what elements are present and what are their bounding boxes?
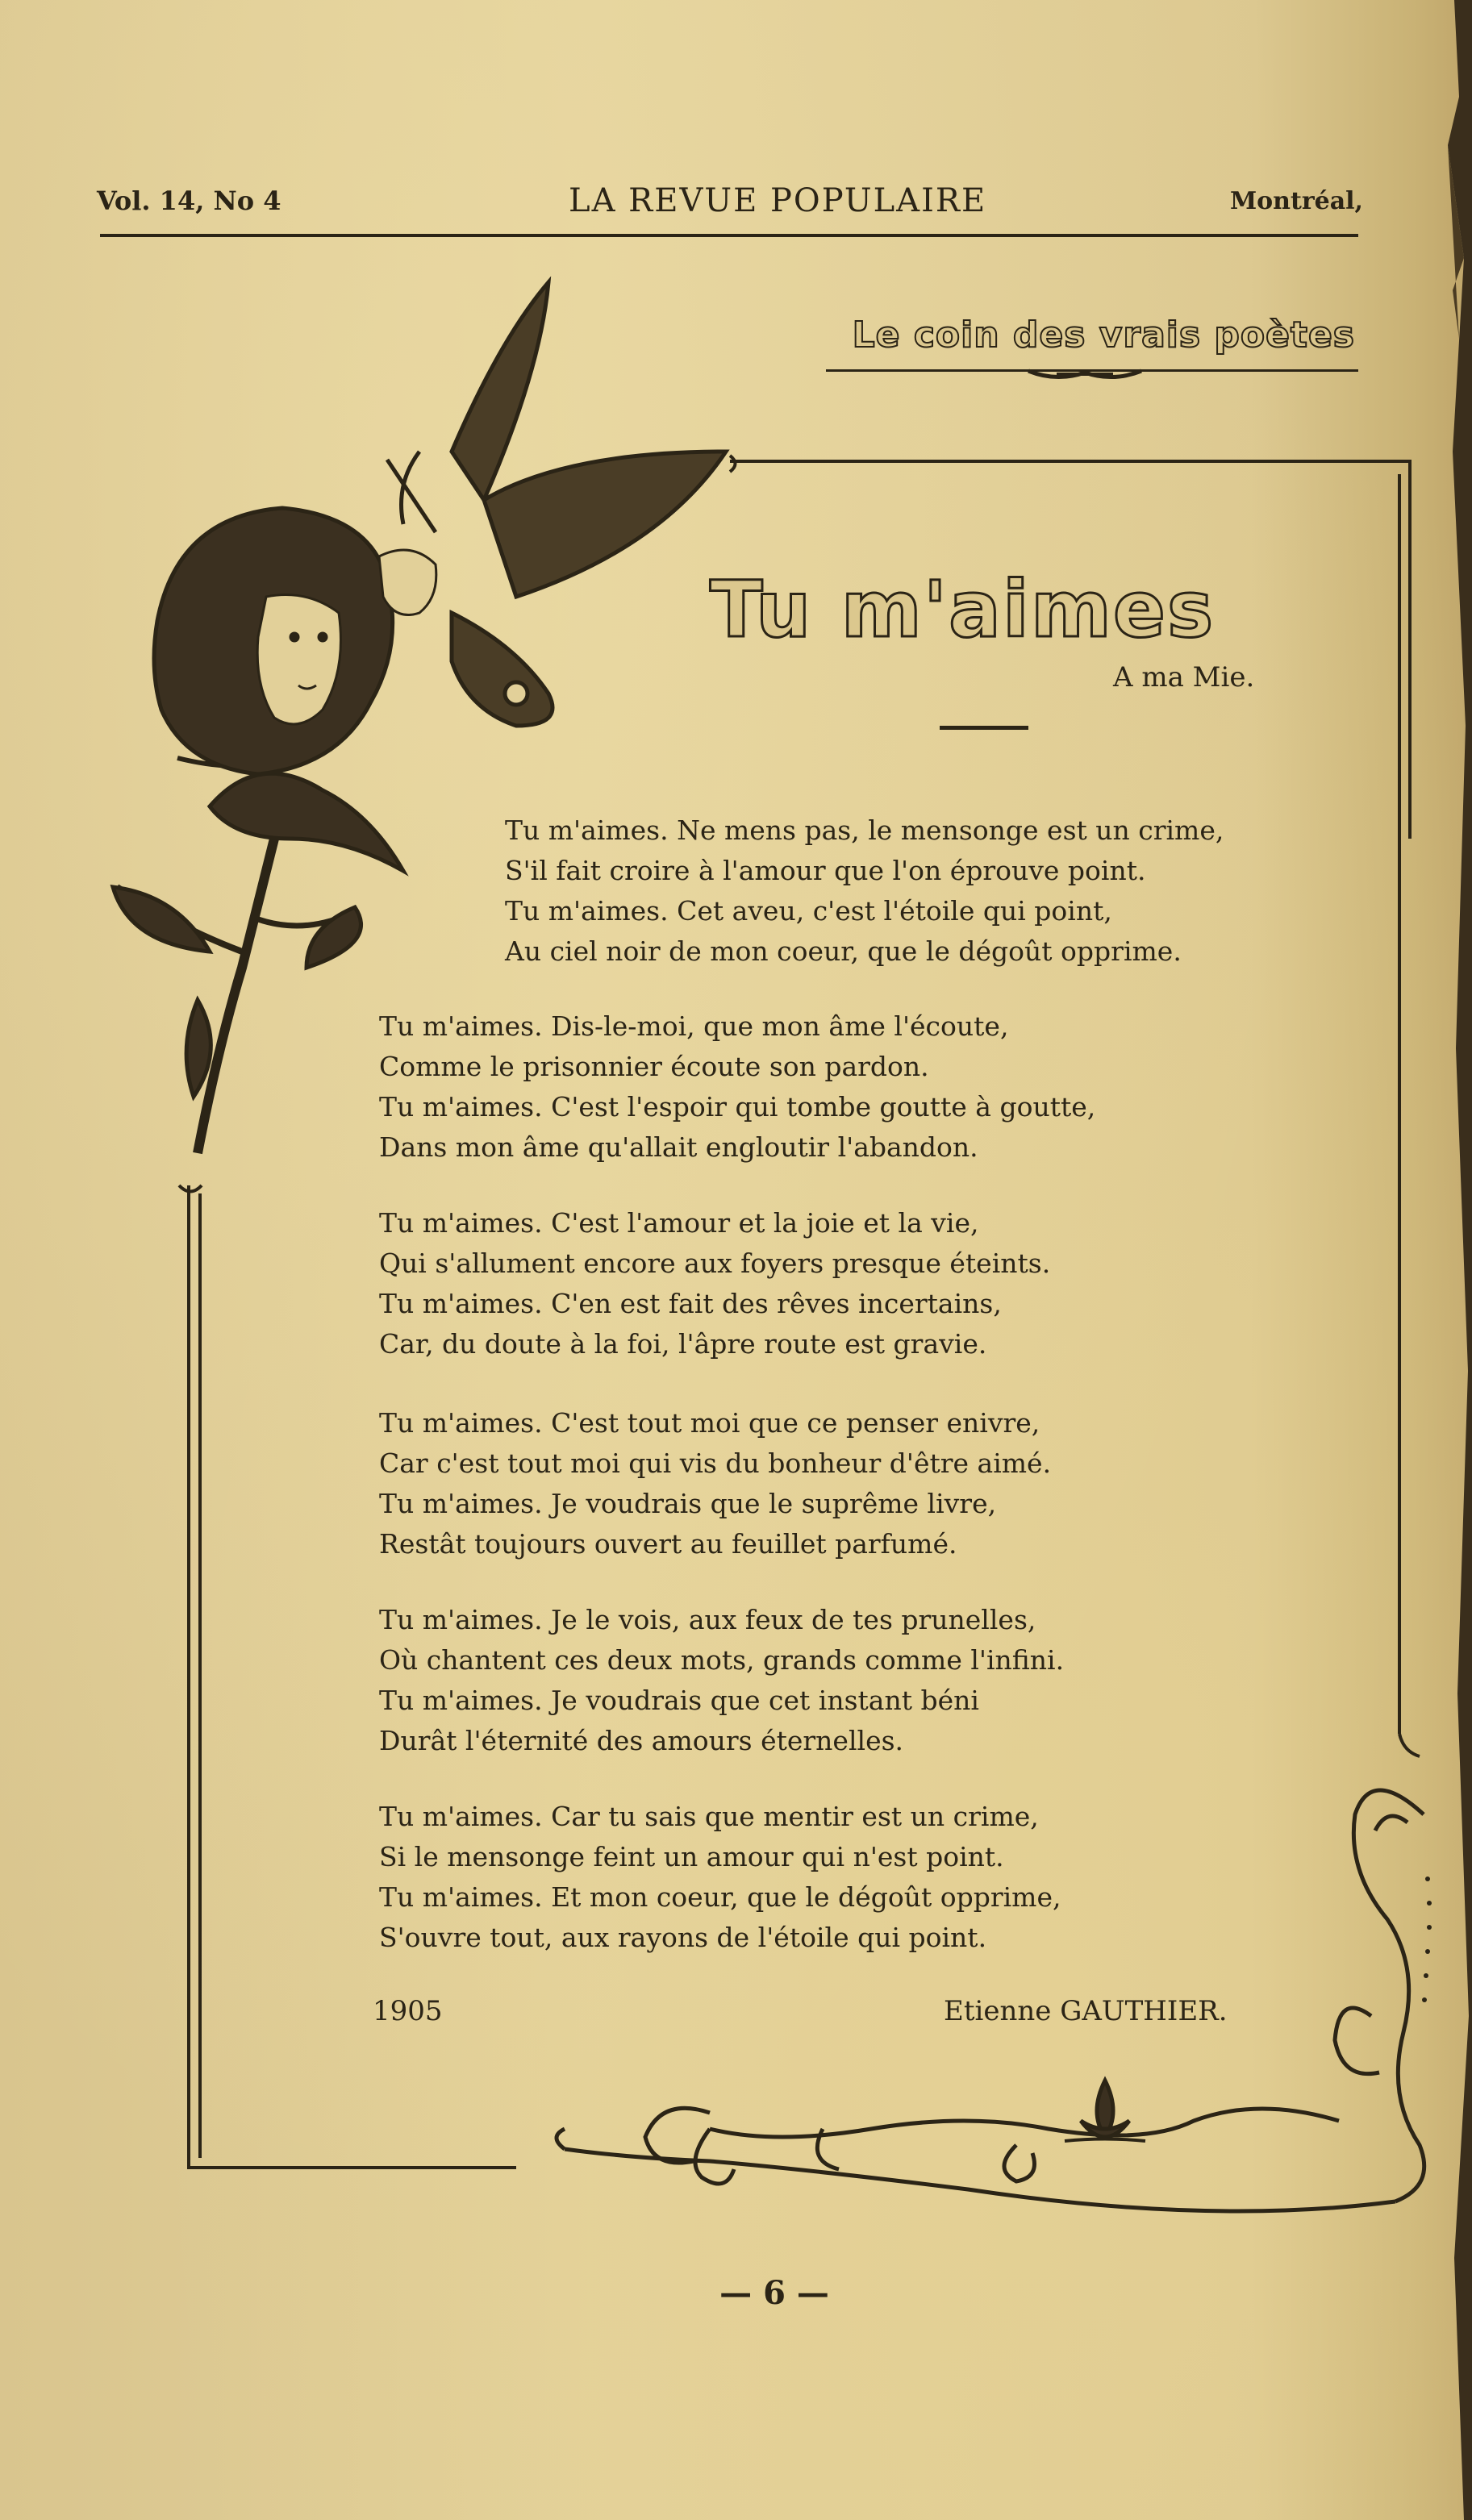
poem-line: Tu m'aimes. Et mon coeur, que le dégoût opprime, — [379, 1881, 1061, 1913]
section-title: Le coin des vrais poètes — [852, 314, 1355, 356]
poem-stanza — [379, 1006, 1095, 1168]
poem-line: Tu m'aimes. C'est l'amour et la joie et la vie, — [379, 1207, 979, 1239]
location: Montréal, — [1229, 187, 1363, 215]
page-number: — 6 — — [719, 2274, 829, 2312]
poem-dedication: A ma Mie. — [1113, 661, 1255, 694]
poem-line: Où chantent ces deux mots, grands comme l'infini. — [379, 1644, 1065, 1676]
poem-line: S'il fait croire à l'amour que l'on éprouve point. — [505, 855, 1146, 886]
poem-line: Comme le prisonnier écoute son pardon. — [379, 1051, 929, 1082]
poem-stanza — [379, 1600, 1064, 1761]
poem-line: Durât l'éternité des amours éternelles. — [379, 1725, 904, 1756]
poem-line: Tu m'aimes. Car tu sais que mentir est un crime, — [379, 1801, 1039, 1832]
poem-stanza — [379, 1403, 1051, 1564]
poem-line: Dans mon âme qu'allait engloutir l'abandon. — [379, 1131, 978, 1163]
poem-line: Restât toujours ouvert au feuillet parfumé. — [379, 1528, 957, 1560]
poem-line: Tu m'aimes. Ne mens pas, le mensonge est un crime, — [505, 814, 1224, 846]
poem-line: Tu m'aimes. C'en est fait des rêves incertains, — [379, 1288, 1002, 1319]
poem-line: Tu m'aimes. Je voudrais que cet instant béni — [379, 1685, 979, 1716]
poem-line: Si le mensonge feint un amour qui n'est point. — [379, 1841, 1004, 1872]
poem-stanza — [379, 1797, 1061, 1958]
poem-line: Tu m'aimes. Je voudrais que le suprême livre, — [379, 1488, 997, 1519]
poem-line: Tu m'aimes. Cet aveu, c'est l'étoile qui point, — [505, 895, 1112, 927]
volume-number: Vol. 14, No 4 — [97, 185, 281, 216]
title-rule — [940, 726, 1028, 730]
poem-line: Tu m'aimes. C'est tout moi que ce penser enivre, — [379, 1407, 1040, 1439]
poem-stanza — [379, 1203, 1050, 1364]
poem-date: 1905 — [373, 1995, 443, 2027]
poem-line: Tu m'aimes. Je le vois, aux feux de tes prunelles, — [379, 1604, 1036, 1635]
magazine-title: LA REVUE POPULAIRE — [569, 182, 987, 219]
poem-line: Qui s'allument encore aux foyers presque éteints. — [379, 1248, 1051, 1279]
poem-stanza — [505, 810, 1224, 972]
poem-line: Car, du doute à la foi, l'âpre route est gravie. — [379, 1328, 987, 1360]
poem-line: Au ciel noir de mon coeur, que le dégoût opprime. — [505, 935, 1182, 967]
poem-line: S'ouvre tout, aux rayons de l'étoile qui point. — [379, 1922, 987, 1953]
poem-line: Tu m'aimes. C'est l'espoir qui tombe goutte à goutte, — [379, 1091, 1096, 1123]
poem-line: Car c'est tout moi qui vis du bonheur d'être aimé. — [379, 1447, 1052, 1479]
poem-title: Tu m'aimes — [710, 564, 1216, 655]
poem-line: Tu m'aimes. Dis-le-moi, que mon âme l'écoute, — [379, 1010, 1009, 1042]
poem-author: Etienne GAUTHIER. — [944, 1995, 1228, 2027]
